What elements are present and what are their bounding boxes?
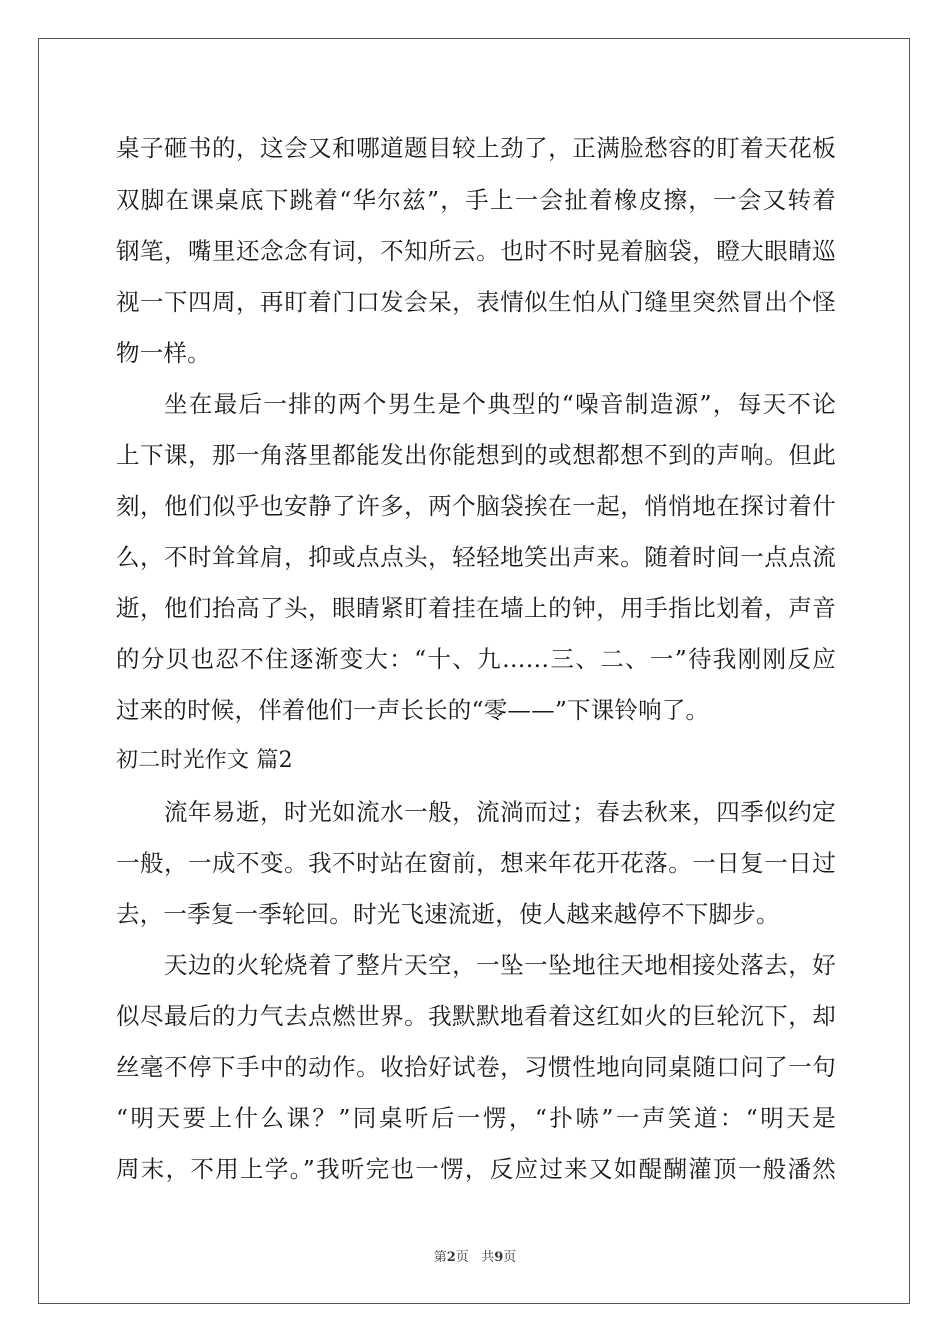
text-line: “明天要上什么课？”同桌听后一愣，“扑哧”一声笑道：“明天是 xyxy=(116,1104,836,1132)
text-line: 的分贝也忍不住逐渐变大：“十、九……三、二、一”待我刚刚反应 xyxy=(116,645,836,673)
text-line: 刻，他们似乎也安静了许多，两个脑袋挨在一起，悄悄地在探讨着什 xyxy=(116,492,836,520)
page-current: 2 xyxy=(446,1250,456,1265)
text-line: 桌子砸书的，这会又和哪道题目较上劲了，正满脸愁容的盯着天花板 xyxy=(116,134,836,162)
paragraph-first-line: 坐在最后一排的两个男生是个典型的“噪音制造源”，每天不论 xyxy=(164,390,836,418)
page-total: 9 xyxy=(494,1250,504,1265)
text-line: 逝，他们抬高了头，眼睛紧盯着挂在墙上的钟，用手指比划着，声音 xyxy=(116,594,836,622)
text-line: 丝毫不停下手中的动作。收拾好试卷，习惯性地向同桌随口问了一句 xyxy=(116,1053,836,1081)
text-line: 物一样。 xyxy=(116,339,211,367)
text-line: 似尽最后的力气去点燃世界。我默默地看着这红如火的巨轮沉下，却 xyxy=(116,1002,836,1030)
text-line: 么，不时耸耸肩，抑或点点头，轻轻地笑出声来。随着时间一点点流 xyxy=(116,543,836,571)
text-line: 周末，不用上学。”我听完也一愣，反应过来又如醍醐灌顶一般潘然 xyxy=(116,1155,836,1183)
section-heading: 初二时光作文 篇2 xyxy=(116,748,293,773)
text-line: 视一下四周，再盯着门口发会呆，表情似生怕从门缝里突然冒出个怪 xyxy=(116,288,836,316)
text-line: 钢笔，嘴里还念念有词，不知所云。也时不时晃着脑袋，瞪大眼睛巡 xyxy=(116,237,836,265)
paragraph-first-line: 流年易逝，时光如流水一般，流淌而过；春去秋来，四季似约定 xyxy=(164,798,836,826)
page-prefix: 第 xyxy=(433,1250,447,1265)
text-line: 去，一季复一季轮回。时光飞速流逝，使人越来越停不下脚步。 xyxy=(116,900,780,928)
text-line: 上下课，那一角落里都能发出你能想到的或想都想不到的声响。但此 xyxy=(116,441,836,469)
page-footer xyxy=(0,1246,950,1265)
text-line: 双脚在课桌底下跳着“华尔兹”，手上一会扯着橡皮擦，一会又转着 xyxy=(116,186,836,214)
text-line: 一般，一成不变。我不时站在窗前，想来年花开花落。一日复一日过 xyxy=(116,849,836,877)
page-mid: 页 xyxy=(455,1250,469,1265)
total-suffix: 页 xyxy=(503,1250,517,1265)
text-line: 过来的时候，伴着他们一声长长的“零——”下课铃响了。 xyxy=(116,696,710,724)
paragraph-first-line: 天边的火轮烧着了整片天空，一坠一坠地往天地相接处落去，好 xyxy=(164,951,836,979)
total-prefix: 共 xyxy=(481,1250,495,1265)
